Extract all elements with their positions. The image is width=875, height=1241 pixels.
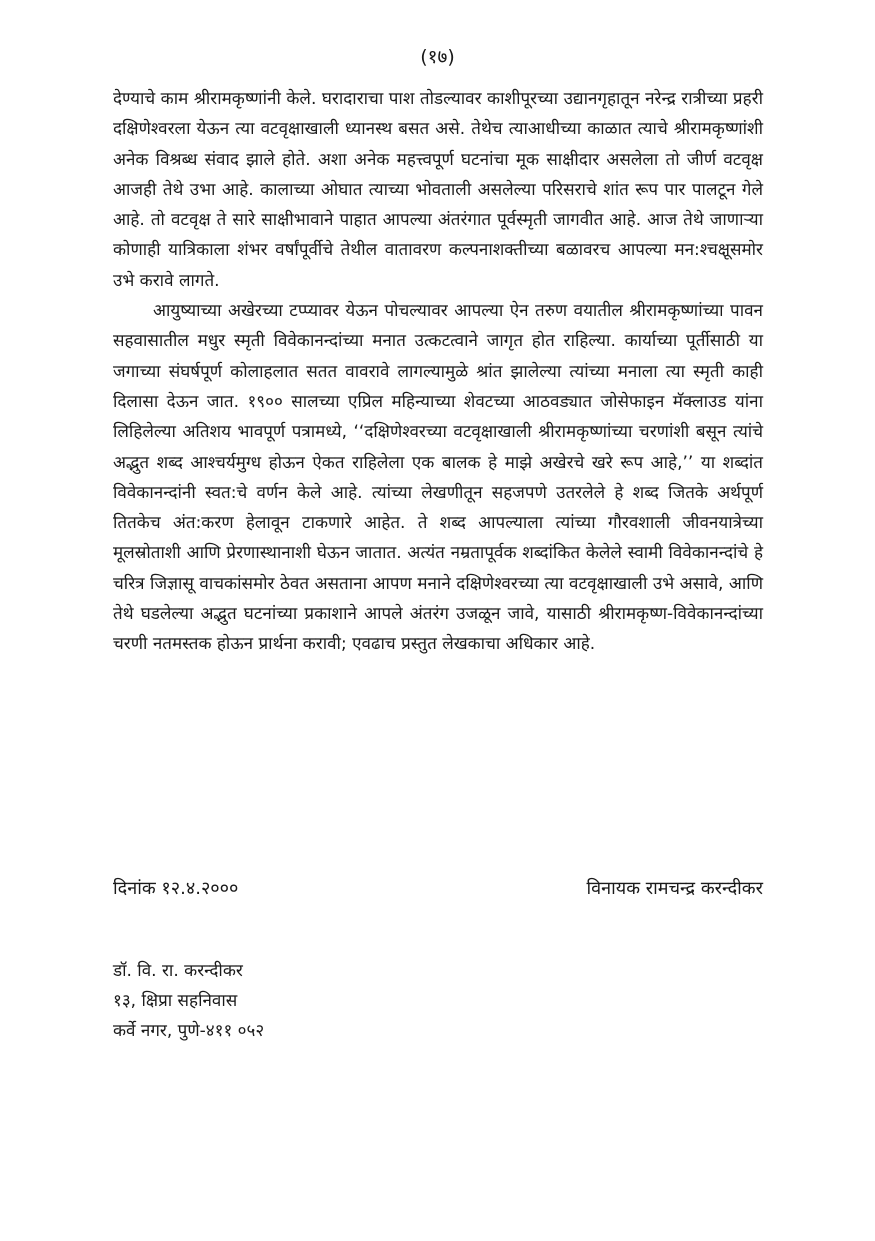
paragraph-1: देण्याचे काम श्रीरामकृष्णांनी केले. घरादाराचा पाश तोडल्यावर काशीपूरच्या उद्यानगृहातून नरेन्द्र रात्रीच्या प्रहरी दक्षिणेश्वरला येऊन त्या वटवृक्षाखाली ध्यानस्थ बसत असे. तेथेच त्याआधीच्या काळात त्याचे श्रीरामकृष्णांशी अनेक विश्रब्ध संवाद झाले होते. अशा अनेक महत्त्वपूर्ण घटनांचा मूक साक्षीदार असलेला तो जीर्ण वटवृक्ष आजही तेथे उभा आहे. कालाच्या ओघात त्याच्या भोवताली असलेल्या परिसराचे शांत रूप पार पालटून गेले आहे. तो वटवृक्ष ते सारे साक्षीभावाने पाहात आपल्या अंतरंगात पूर्वस्मृती जागवीत आहे. आज तेथे जाणाऱ्या कोणाही यात्रिकाला शंभर वर्षांपूर्वीचे तेथील वातावरण कल्पनाशक्तीच्या बळावरच आपल्या मन:श्चक्षूसमोर उभे करावे लागते. bbox=[113, 89, 763, 291]
address-building: १३, क्षिप्रा सहनिवास bbox=[113, 991, 238, 1011]
author-signature: विनायक रामचन्द्र करन्दीकर bbox=[586, 878, 763, 899]
address-city: कर्वे नगर, पुणे-४११ ०५२ bbox=[113, 1021, 265, 1041]
page-number: (१७) bbox=[420, 46, 455, 68]
date-line: दिनांक १२.४.२००० bbox=[113, 878, 239, 899]
body-text bbox=[113, 84, 763, 660]
author-address bbox=[113, 956, 264, 1046]
address-name: डॉ. वि. रा. करन्दीकर bbox=[113, 961, 243, 981]
paragraph-2: आयुष्याच्या अखेरच्या टप्प्यावर येऊन पोचल्यावर आपल्या ऐन तरुण वयातील श्रीरामकृष्णांच्या पावन सहवासातील मधुर स्मृती विवेकानन्दांच्या मनात उत्कटत्वाने जागृत होत राहिल्या. कार्याच्या पूर्तीसाठी या जगाच्या संघर्षपूर्ण कोलाहलात सतत वावरावे लागल्यामुळे श्रांत झालेल्या त्यांच्या मनाला त्या स्मृती काही दिलासा देऊन जात. १९०० सालच्या एप्रिल महिन्याच्या शेवटच्या आठवड्यात जोसेफाइन मॅक्लाउड यांना लिहिलेल्या अतिशय भावपूर्ण पत्रामध्ये, ‘‘दक्षिणेश्वरच्या वटवृक्षाखाली श्रीरामकृष्णांच्या चरणांशी बसून त्यांचे अद्भुत शब्द आश्चर्यमुग्ध होऊन ऐकत राहिलेला एक बालक हे माझे अखेरचे खरे रूप आहे,’’ या शब्दांत विवेकानन्दांनी स्वत:चे वर्णन केले आहे. त्यांच्या लेखणीतून सहजपणे उतरलेले हे शब्द जितके अर्थपूर्ण तितकेच अंत:करण हेलावून टाकणारे आहेत. ते शब्द आपल्याला त्यांच्या गौरवशाली जीवनयात्रेच्या मूलस्रोताशी आणि प्रेरणास्थानाशी घेऊन जातात. अत्यंत नम्रतापूर्वक शब्दांकित केलेले स्वामी विवेकानन्दांचे हे चरित्र जिज्ञासू वाचकांसमोर ठेवत असताना आपण मनाने दक्षिणेश्वरच्या त्या वटवृक्षाखाली उभे असावे, आणि तेथे घडलेल्या अद्भुत घटनांच्या प्रकाशाने आपले अंतरंग उजळून जावे, यासाठी श्रीरामकृष्ण-विवेकानन्दांच्या चरणी नतमस्तक होऊन प्रार्थना करावी; एवढाच प्रस्तुत लेखकाचा अधिकार आहे. bbox=[113, 301, 763, 655]
